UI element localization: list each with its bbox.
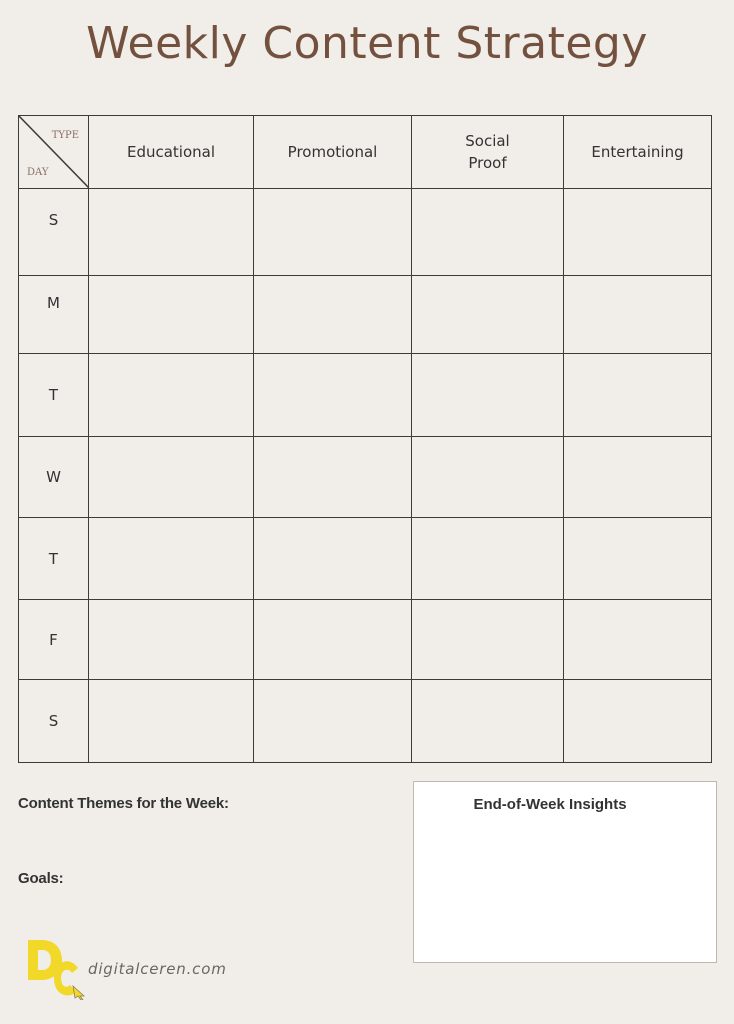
column-header-social-proof <box>412 116 564 189</box>
table-row <box>19 437 712 518</box>
page-title: Weekly Content Strategy <box>86 18 648 69</box>
table-row <box>19 354 712 437</box>
table-cell[interactable] <box>254 437 412 518</box>
table-row <box>19 680 712 763</box>
table-cell[interactable] <box>254 600 412 680</box>
goals-label: Goals: <box>18 870 64 887</box>
day-cell: M <box>19 276 89 354</box>
table-cell[interactable] <box>89 680 254 763</box>
table-cell[interactable] <box>412 600 564 680</box>
table-cell[interactable] <box>89 354 254 437</box>
table-row <box>19 518 712 600</box>
table-cell[interactable] <box>89 437 254 518</box>
day-cell: F <box>19 600 89 680</box>
corner-cell <box>19 116 89 189</box>
header-row <box>19 116 712 189</box>
table-cell[interactable] <box>564 189 712 276</box>
proof-line: Proof <box>468 154 507 172</box>
table-cell[interactable] <box>412 276 564 354</box>
table-cell[interactable] <box>564 680 712 763</box>
content-themes-label: Content Themes for the Week: <box>18 795 229 812</box>
day-cell: S <box>19 680 89 763</box>
table-cell[interactable] <box>564 354 712 437</box>
table-row <box>19 276 712 354</box>
table-cell[interactable] <box>254 276 412 354</box>
table-cell[interactable] <box>89 518 254 600</box>
table-cell[interactable] <box>254 354 412 437</box>
table-cell[interactable] <box>564 600 712 680</box>
website-link[interactable]: digitalceren.com <box>88 960 227 978</box>
table-cell[interactable] <box>254 518 412 600</box>
day-cell: W <box>19 437 89 518</box>
table-cell[interactable] <box>412 518 564 600</box>
table-cell[interactable] <box>89 276 254 354</box>
table-cell[interactable] <box>412 189 564 276</box>
table-cell[interactable] <box>412 354 564 437</box>
table-cell[interactable] <box>254 680 412 763</box>
digitalceren-logo-icon <box>26 938 96 1000</box>
table-cell[interactable] <box>564 518 712 600</box>
table-cell[interactable] <box>254 189 412 276</box>
day-cell: T <box>19 354 89 437</box>
column-header-educational: Educational <box>89 116 254 189</box>
social-line: Social <box>465 132 510 150</box>
column-header-entertaining: Entertaining <box>564 116 712 189</box>
table-cell[interactable] <box>412 437 564 518</box>
day-cell: S <box>19 189 89 276</box>
end-of-week-insights-box[interactable] <box>413 781 717 963</box>
table-cell[interactable] <box>564 437 712 518</box>
insights-title: End-of-Week Insights <box>473 796 627 813</box>
day-label: DAY <box>27 167 49 178</box>
table-cell[interactable] <box>89 600 254 680</box>
day-cell: T <box>19 518 89 600</box>
column-header-promotional: Promotional <box>254 116 412 189</box>
table-cell[interactable] <box>564 276 712 354</box>
table-cell[interactable] <box>89 189 254 276</box>
table-cell[interactable] <box>412 680 564 763</box>
table-row <box>19 189 712 276</box>
table-row <box>19 600 712 680</box>
type-label: TYPE <box>51 130 79 141</box>
weekly-strategy-table <box>18 115 712 763</box>
